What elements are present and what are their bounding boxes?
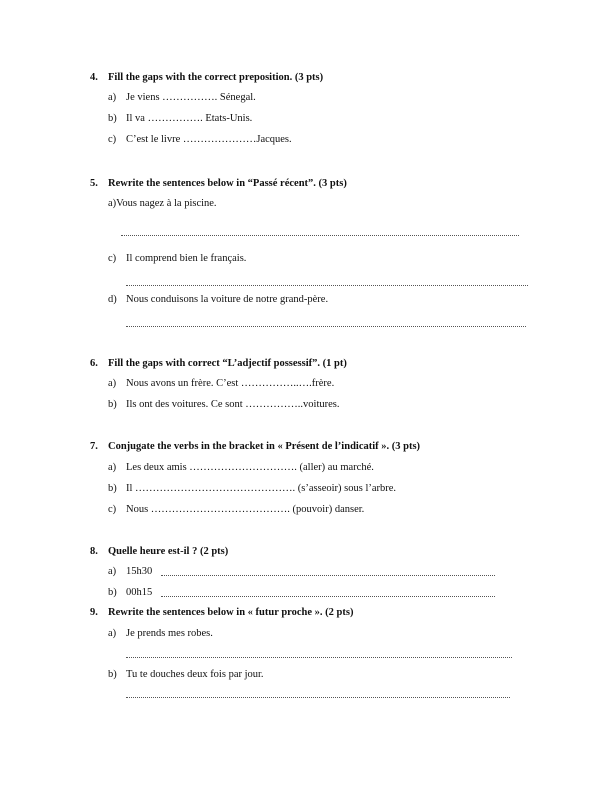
item-text: Ils ont des voitures. Ce sont ……………..voitures. <box>126 399 340 410</box>
item-text: Il va ……………. Etats-Unis. <box>126 113 253 124</box>
answer-line[interactable] <box>161 596 495 597</box>
item-label: c) <box>108 134 117 145</box>
question-number: 7. <box>90 441 98 452</box>
answer-line[interactable] <box>161 575 495 576</box>
item-text: Je prends mes robes. <box>126 628 213 639</box>
answer-line[interactable] <box>126 697 510 698</box>
answer-line[interactable] <box>126 326 526 327</box>
item-label: c) <box>108 504 117 515</box>
question-title: Rewrite the sentences below in “Passé récent”. (3 pts) <box>108 178 347 189</box>
item-label: b) <box>108 587 117 598</box>
item-label: a) <box>108 566 117 577</box>
answer-line[interactable] <box>126 285 528 286</box>
question-number: 6. <box>90 358 98 369</box>
item-text: 15h30 <box>126 566 153 577</box>
item-text: Je viens ……………. Sénegal. <box>126 92 256 103</box>
item-text: 00h15 <box>126 587 153 598</box>
item-text: Nous …………………………………. (pouvoir) danser. <box>126 504 365 515</box>
answer-line[interactable] <box>126 657 512 658</box>
item-text: Il ………………………………………. (s’asseoir) sous l’arbre. <box>126 483 397 494</box>
question-number: 4. <box>90 72 98 83</box>
question-number: 8. <box>90 546 98 557</box>
question-title: Conjugate the verbs in the bracket in « Présent de l’indicatif ». (3 pts) <box>108 441 421 452</box>
item-label: d) <box>108 294 117 305</box>
item-label: b) <box>108 669 117 680</box>
item-label: c) <box>108 253 117 264</box>
item-text: a)Vous nagez à la piscine. <box>108 198 217 209</box>
item-label: b) <box>108 483 117 494</box>
question-title: Fill the gaps with the correct preposition. (3 pts) <box>108 72 324 83</box>
item-label: a) <box>108 92 117 103</box>
item-text: Les deux amis …………………………. (aller) au marché. <box>126 462 374 473</box>
item-text: Nous avons un frère. C’est ……………..….frère. <box>126 378 335 389</box>
item-text: Nous conduisons la voiture de notre grand-père. <box>126 294 329 305</box>
item-label: a) <box>108 462 117 473</box>
question-title: Rewrite the sentences below in « futur proche ». (2 pts) <box>108 607 354 618</box>
item-text: Tu te douches deux fois par jour. <box>126 669 264 680</box>
answer-line[interactable] <box>121 235 519 236</box>
question-title: Quelle heure est-il ? (2 pts) <box>108 546 229 557</box>
item-label: a) <box>108 378 117 389</box>
item-label: b) <box>108 399 117 410</box>
item-label: b) <box>108 113 117 124</box>
question-title: Fill the gaps with correct “L’adjectif possessif”. (1 pt) <box>108 358 347 369</box>
item-text: C’est le livre …………………Jacques. <box>126 134 292 145</box>
item-label: a) <box>108 628 117 639</box>
question-number: 9. <box>90 607 98 618</box>
item-text: Il comprend bien le français. <box>126 253 247 264</box>
question-number: 5. <box>90 178 98 189</box>
